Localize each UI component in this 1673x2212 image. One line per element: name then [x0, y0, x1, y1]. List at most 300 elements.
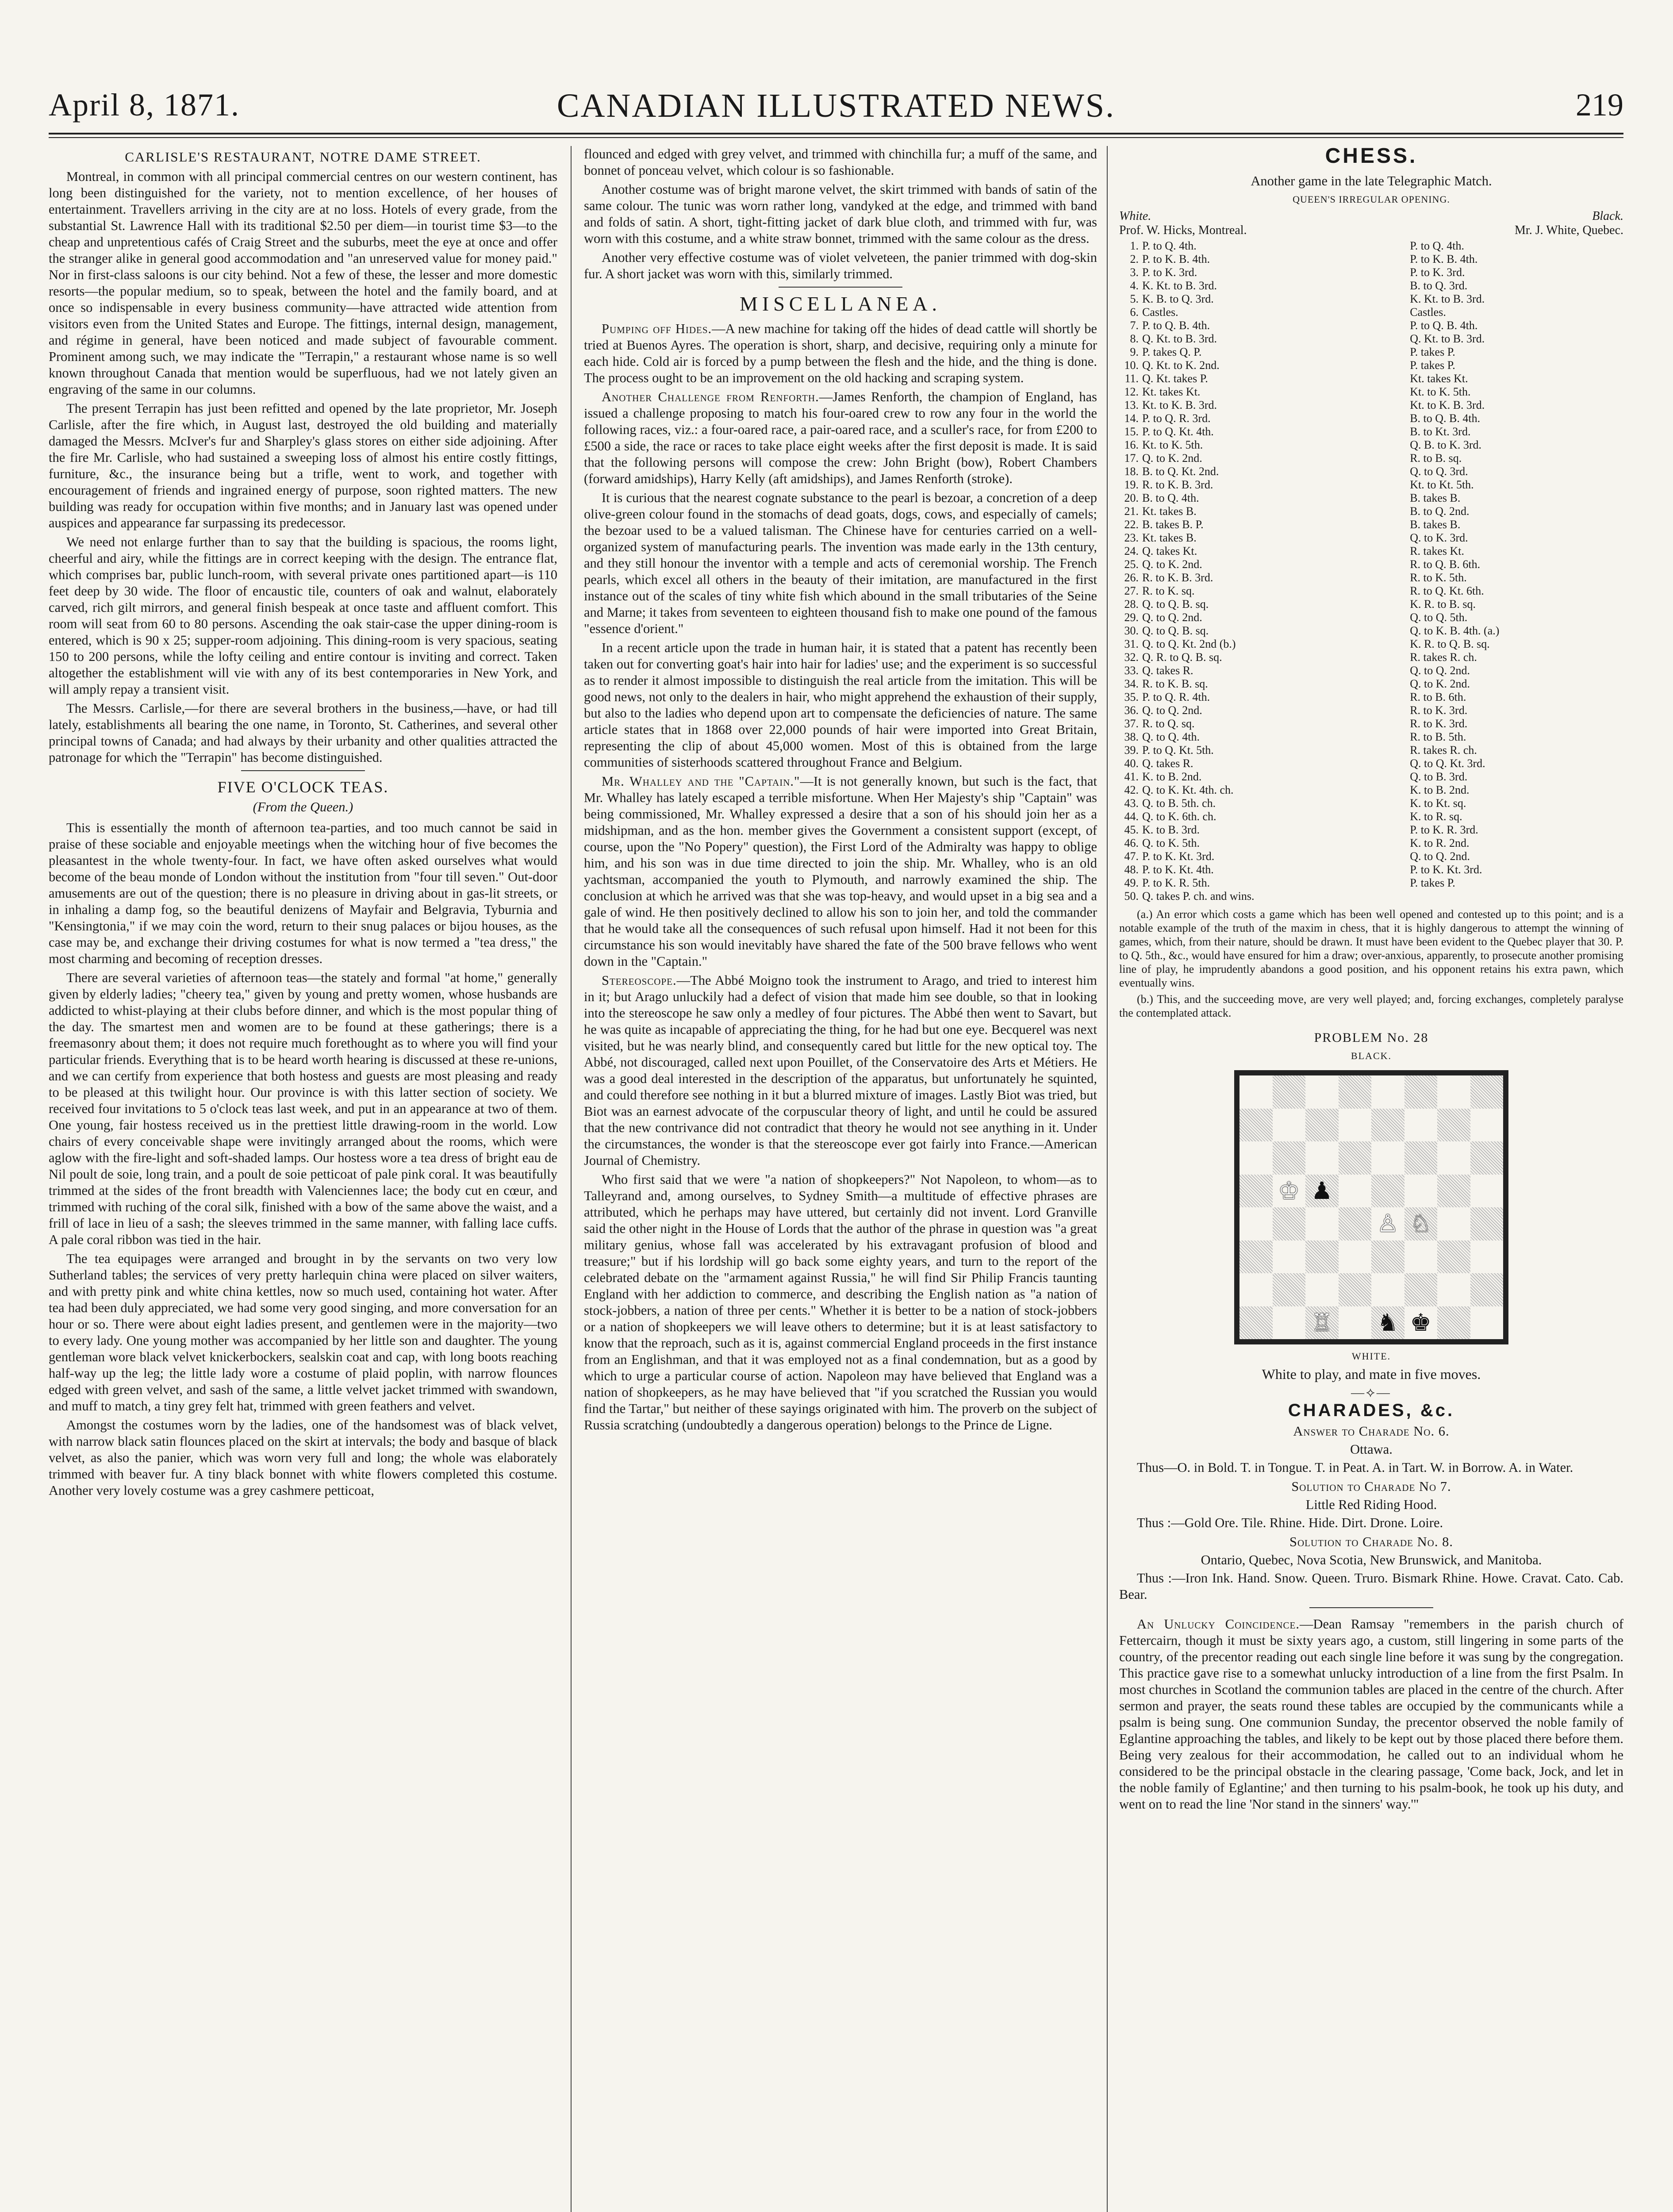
move-number: 39. [1124, 744, 1139, 757]
move-number: 30. [1124, 624, 1139, 637]
move-number: 35. [1124, 691, 1139, 703]
black-move: K. R. to Q. B. sq. [1410, 637, 1490, 650]
chess-move-row [1119, 531, 1623, 545]
white-move: Q. to K. Kt. 4th. ch. [1142, 783, 1234, 796]
board-square [1404, 1141, 1438, 1175]
white-move: R. to K. B. 3rd. [1142, 571, 1213, 584]
black-move: P. to K. Kt. 3rd. [1410, 863, 1482, 876]
white-move: P. takes Q. P. [1142, 346, 1202, 358]
board-square [1239, 1240, 1273, 1274]
black-move: Q. to Q. Kt. 3rd. [1410, 757, 1485, 770]
white-move: P. to K. R. 5th. [1142, 876, 1210, 889]
charade-answer-word: Ottawa. [1350, 1442, 1393, 1457]
misc-item [584, 321, 1097, 386]
masthead-rule-thin [49, 137, 1623, 138]
black-move: R. to K. 3rd. [1410, 704, 1468, 717]
charade-solution-word: Ontario, Quebec, Nova Scotia, New Brunswick, and Manitoba. [1201, 1552, 1542, 1567]
board-square [1404, 1075, 1438, 1109]
black-move: P. to K. B. 4th. [1410, 253, 1478, 265]
item-heading: Stereoscope. [602, 973, 677, 988]
chess-piece-icon: ♟ [1311, 1177, 1333, 1204]
chess-move-row [1119, 292, 1623, 306]
board-square [1371, 1109, 1404, 1142]
move-number: 7. [1130, 319, 1139, 332]
black-move: P. takes P. [1410, 876, 1455, 889]
black-move: Q. to K. 3rd. [1410, 531, 1468, 544]
white-move: Q. to Q. B. sq. [1142, 598, 1209, 611]
black-move: R. takes Kt. [1410, 545, 1464, 557]
board-square [1305, 1141, 1339, 1175]
move-number: 15. [1124, 425, 1139, 438]
move-number: 26. [1124, 571, 1139, 584]
chess-move-row [1119, 691, 1623, 704]
masthead-rule-thick [49, 133, 1623, 134]
white-move: Q. to K. 5th. [1142, 837, 1200, 849]
black-move: Q. B. to K. 3rd. [1410, 438, 1481, 451]
board-square [1339, 1273, 1372, 1306]
move-number: 19. [1124, 478, 1139, 491]
white-move: P. to K. B. 4th. [1142, 253, 1210, 265]
move-number: 9. [1130, 346, 1139, 358]
chess-problem-diagram [1234, 1070, 1508, 1344]
board-square [1239, 1306, 1273, 1340]
black-move: K. to R. 2nd. [1410, 837, 1470, 849]
move-number: 29. [1124, 611, 1139, 624]
white-move: K. to B. 3rd. [1142, 823, 1200, 836]
misc-item [584, 389, 1097, 487]
black-move: Kt. takes Kt. [1410, 372, 1468, 385]
white-move: Kt. takes Kt. [1142, 385, 1201, 398]
problem-black-label: BLACK. [1351, 1050, 1392, 1061]
board-square [1239, 1207, 1273, 1240]
chess-move-row [1119, 518, 1623, 531]
article-paragraph: Who first said that we were "a nation of shopkeepers?" Not Napoleon, to whom—as to Talleyrand and, among ourselves, to Sydney Smith—a multitude of effective phrases are attributed, which he perhaps may have uttered, but certainly did not invent. Lord Granville said the other night in the House of Lords that the author of the phrase in question was "a great military genius, whose fall was accelerated by his extravagant profusion of blood and treasure;" but if his lordship will go back some eighty years, and turn to the report of the celebrated debate on the "armament against Russia," he will find Sir Philip Francis taunting England with her addiction to commerce, and describing the English nation as "a nation of stock-jobbers, a nation of three per cents." Whether it is better to be a nation of stock-jobbers or a nation of shopkeepers we will leave others to determine; but it is at least satisfactory to know that the reproach, such as it is, against commercial England proceeds in the first instance from an Englishman, and that it was employed not as a final condemnation, but as a good by which to urge a particular course of action. Napoleon may have believed that England was a nation of shopkeepers, as he may have believed that "if you scratched the Russian you would find the Tartar," but neither of these sayings originated with him. The proverb on the subject of Russia scratching (undoubtedly a dangerous operation) belongs to the Prince de Ligne. [584, 1172, 1097, 1432]
move-number: 16. [1124, 438, 1139, 451]
board-square [1339, 1141, 1372, 1175]
black-move: B. to Kt. 3rd. [1410, 425, 1471, 438]
chess-move-row [1119, 677, 1623, 691]
chess-move-row [1119, 876, 1623, 890]
article-paragraph: Another costume was of bright marone velvet, the skirt trimmed with bands of satin of the same colour. The tunic was worn rather long, vandyked at the edge, and trimmed with band and folds of satin. A short, tight-fitting jacket of dark blue cloth, and trimmed with fur, was worn with this costume, and a white straw bonnet, trimmed with the same colour as the dress. [584, 182, 1097, 246]
white-move: P. to Q. B. 4th. [1142, 319, 1210, 332]
move-number: 8. [1130, 332, 1139, 345]
white-move: Q. Kt. to B. 3rd. [1142, 332, 1217, 345]
move-number: 31. [1124, 637, 1139, 650]
chess-move-row [1119, 598, 1623, 611]
chess-moves-table [1119, 239, 1623, 903]
chess-move-row [1119, 624, 1623, 637]
board-square [1404, 1207, 1438, 1240]
white-move: Q. takes P. ch. and wins. [1142, 890, 1255, 902]
move-number: 45. [1124, 823, 1139, 836]
move-number: 23. [1124, 531, 1139, 544]
white-move: P. to Q. Kt. 4th. [1142, 425, 1214, 438]
white-move: Q. Kt. to K. 2nd. [1142, 359, 1220, 372]
chess-move-row [1119, 730, 1623, 744]
article-paragraph: flounced and edged with grey velvet, and trimmed with chinchilla fur; a muff of the same, and bonnet of ponceau velvet, which colour is so fashionable. [584, 146, 1097, 178]
item-heading: Another Challenge from Renforth. [602, 389, 819, 404]
article-paragraph: Another very effective costume was of violet velveteen, the panier trimmed with dog-skin fur. A short jacket was worn with this, similarly trimmed. [584, 250, 1097, 281]
white-move: Q. to Q. 2nd. [1142, 704, 1202, 717]
board-square [1239, 1175, 1273, 1208]
white-move: Kt. takes B. [1142, 505, 1197, 518]
move-number: 48. [1124, 863, 1139, 876]
misc-item [1119, 1616, 1623, 1813]
board-square [1404, 1306, 1438, 1340]
chess-move-row [1119, 584, 1623, 598]
white-move: Q. to Q. 4th. [1142, 730, 1200, 743]
chess-move-row [1119, 359, 1623, 372]
black-move: P. takes P. [1410, 359, 1455, 372]
chess-move-row [1119, 253, 1623, 266]
board-square [1437, 1306, 1470, 1340]
board-square [1470, 1109, 1504, 1142]
charade-solution-text: Thus :—Gold Ore. Tile. Rhine. Hide. Dirt. Drone. Loire. [1137, 1515, 1443, 1530]
misc-item [584, 972, 1097, 1169]
board-square [1470, 1141, 1504, 1175]
chess-move-row [1119, 438, 1623, 452]
move-number: 34. [1124, 677, 1139, 690]
board-square [1470, 1075, 1504, 1109]
board-square [1371, 1075, 1404, 1109]
white-move: Q. to K. 2nd. [1142, 558, 1202, 571]
chess-move-row [1119, 425, 1623, 438]
move-number: 13. [1124, 399, 1139, 411]
board-square [1273, 1175, 1306, 1208]
chess-move-row [1119, 266, 1623, 279]
move-number: 6. [1130, 306, 1139, 319]
board-square [1437, 1273, 1470, 1306]
board-square [1239, 1109, 1273, 1142]
board-square [1273, 1273, 1306, 1306]
item-text: —James Renforth, the champion of England, has issued a challenge proposing to match his four-oared crew to row any four in the world the following races, viz.: a four-oared race, a pair-oared race, and a sculler's race, for from £200 to £500 a side, the race or races to take place eight weeks after the first deposit is made. It is said that the following persons will compose the crew: John Bright (bow), Robert Chambers (forward amidships), Harry Kelly (aft amidships), and James Renforth (stroke). [584, 389, 1097, 486]
white-move: Q. to K. 6th. ch. [1142, 810, 1216, 823]
chess-note-a: (a.) An error which costs a game which has been well opened and contested up to this point; and is a notable example of the truth of the maxim in chess, that it is highly dangerous to attempt the winning of games, which, from their nature, should be drawn. It must have been evident to the Quebec player that 30. P. to Q. 5th., &c., would have ensured for him a draw; over-anxious, apparently, to prosecute another promising line of play, he imprudently abandons a good position, and his opponent retains his extra pawn, which eventually wins. [1119, 908, 1623, 989]
chess-move-row [1119, 810, 1623, 823]
board-square [1437, 1141, 1470, 1175]
article-paragraph: Amongst the costumes worn by the ladies, one of the handsomest was of black velvet, with narrow black satin flounces placed on the skirt at intervals; the body and basque of black velvet, as also the panier, which was worn very full and long; the whole was elaborately trimmed with beaver fur. A tiny black bonnet with white flowers completed this costume. Another very lovely costume was a grey cashmere petticoat, [49, 1417, 557, 1498]
chess-move-row [1119, 637, 1623, 651]
black-move: K. to Kt. sq. [1410, 797, 1466, 810]
chess-move-row [1119, 319, 1623, 332]
white-move: Q. to Q. 2nd. [1142, 611, 1202, 624]
black-move: P. takes P. [1410, 346, 1455, 358]
carlisle-heading: CARLISLE'S RESTAURANT, NOTRE DAME STREET. [125, 149, 481, 165]
board-square [1470, 1175, 1504, 1208]
black-move: B. takes B. [1410, 518, 1461, 531]
chess-move-row [1119, 611, 1623, 624]
board-square [1339, 1207, 1372, 1240]
problem-caption: White to play, and mate in five moves. [1262, 1366, 1481, 1382]
board-square [1305, 1240, 1339, 1274]
item-heading: Mr. Whalley and the "Captain." [602, 774, 800, 789]
black-move: Kt. to K. B. 3rd. [1410, 399, 1485, 411]
chess-board [1234, 1070, 1508, 1344]
move-number: 41. [1124, 770, 1139, 783]
board-square [1273, 1109, 1306, 1142]
black-move: Q. to Q. 5th. [1410, 611, 1468, 624]
chess-move-row [1119, 651, 1623, 664]
white-move: P. to K. Kt. 4th. [1142, 863, 1214, 876]
move-number: 28. [1124, 598, 1139, 611]
board-square [1339, 1109, 1372, 1142]
move-number: 36. [1124, 704, 1139, 717]
move-number: 43. [1124, 797, 1139, 810]
article-paragraph: Montreal, in common with all principal commercial centres on our western continent, has long been distinguished for the variety, not to mention excellence, of her houses of entertainment. Travellers arriving in the city are at no loss. Hotels of every grade, from the substantial St. Lawrence Hall with its traditional $2.50 per diem—in tourist time $3—to the cheap and unpretentious cafés of Craig Street and the suburbs, meet the eye at once and offer the stranger alike in general good accommodation and "an unreserved value for money paid." Nor in first-class saloons is our city behind. Not a few of these, the lesser and more domestic resorts—the popular medium, so to speak, between the hotel and the family board, and at once so indispensable in every business community—have attracted wide attention from visitors even from the United States and Europe. The fittings, internal design, management, and régime in general, have been noticed and made subject of favourable comment. Prominent among such, we may indicate the "Terrapin," a restaurant whose name is so well known throughout Canada that mention would be superfluous, had we not lately given an engraving of the same in our columns. [49, 169, 557, 397]
white-move: Q. to K. 2nd. [1142, 452, 1202, 465]
move-number: 5. [1130, 292, 1139, 305]
chess-move-row [1119, 717, 1623, 730]
white-move: Kt. to K. 5th. [1142, 438, 1203, 451]
chess-piece-icon: ♖ [1311, 1309, 1333, 1336]
chess-piece-icon: ♙ [1377, 1210, 1399, 1237]
chess-heading: CHESS. [1325, 146, 1418, 168]
black-move: Q. to K. B. 4th. (a.) [1410, 624, 1500, 637]
charade-solution-heading: Solution to Charade No. 8. [1289, 1534, 1453, 1549]
white-move: Q. takes Kt. [1142, 545, 1197, 557]
chess-move-row [1119, 306, 1623, 319]
chess-move-row [1119, 399, 1623, 412]
board-square [1305, 1306, 1339, 1340]
chess-intro: Another game in the late Telegraphic Match. [1251, 173, 1492, 188]
black-player: Mr. J. White, Quebec. [1515, 223, 1623, 237]
chess-move-row [1119, 545, 1623, 558]
chess-move-row [1119, 770, 1623, 783]
charade-solution-word: Little Red Riding Hood. [1305, 1497, 1437, 1512]
board-square [1437, 1175, 1470, 1208]
board-square [1239, 1141, 1273, 1175]
section-separator [779, 287, 902, 291]
black-move: R. to B. sq. [1410, 452, 1462, 465]
board-square [1371, 1141, 1404, 1175]
black-move: K. Kt. to B. 3rd. [1410, 292, 1485, 305]
board-square [1305, 1273, 1339, 1306]
chess-move-row [1119, 465, 1623, 478]
board-square [1404, 1109, 1438, 1142]
black-move: Kt. to Kt. 5th. [1410, 478, 1474, 491]
chess-move-row [1119, 823, 1623, 837]
white-move: P. to K. 3rd. [1142, 266, 1197, 279]
white-move: P. to Q. R. 3rd. [1142, 412, 1211, 425]
black-move: Castles. [1410, 306, 1446, 319]
white-move: R. to Q. sq. [1142, 717, 1195, 730]
charade-answer-text: Thus—O. in Bold. T. in Tongue. T. in Peat. A. in Tart. W. in Borrow. A. in Water. [1137, 1460, 1573, 1475]
board-square [1470, 1306, 1504, 1340]
move-number: 20. [1124, 492, 1139, 504]
white-move: K. to B. 2nd. [1142, 770, 1202, 783]
black-move [1410, 890, 1623, 903]
board-square [1273, 1240, 1306, 1274]
black-label: Black. [1592, 209, 1623, 223]
chess-move-row [1119, 372, 1623, 385]
article-paragraph: In a recent article upon the trade in human hair, it is stated that a patent has recently been taken out for converting goat's hair into hair for ladies' use; and the experiment is so successful as to render it almost impossible to distinguish the real article from the imitation. This will be good news, not only to the dealers in hair, who might apprehend the exhaustion of their supply, but also to the ladies who depend upon art to compensate the deficiencies of nature. The same article states that in 1868 over 22,000 pounds of hair were imported into Great Britain, representing the clip of about 45,000 women. Most of this is obtained from the large communities of sisterhoods scattered throughout France and Belgium. [584, 640, 1097, 770]
board-square [1470, 1273, 1504, 1306]
white-move: P. to K. Kt. 3rd. [1142, 850, 1215, 863]
black-move: P. to Q. B. 4th. [1410, 319, 1478, 332]
chess-move-row [1119, 704, 1623, 717]
black-move: Q. Kt. to B. 3rd. [1410, 332, 1485, 345]
masthead [49, 87, 1623, 135]
board-square [1371, 1240, 1404, 1274]
white-move: Q. to Q. B. sq. [1142, 624, 1209, 637]
white-move: Kt. takes B. [1142, 531, 1197, 544]
black-move: R. to B. 6th. [1410, 691, 1466, 703]
board-square [1273, 1207, 1306, 1240]
white-move: Q. takes R. [1142, 664, 1193, 677]
charade-answer-heading: Answer to Charade No. 6. [1293, 1424, 1450, 1439]
move-number: 33. [1124, 664, 1139, 677]
white-move: Kt. to K. B. 3rd. [1142, 399, 1217, 411]
black-move: Q. to K. 2nd. [1410, 677, 1470, 690]
problem-white-label: WHITE. [1351, 1351, 1391, 1362]
chess-move-row [1119, 558, 1623, 571]
black-move: K. to B. 2nd. [1410, 783, 1470, 796]
white-move: Q. to B. 5th. ch. [1142, 797, 1216, 810]
black-move: R. to K. 3rd. [1410, 717, 1468, 730]
white-move: B. takes B. P. [1142, 518, 1204, 531]
article-paragraph: The Messrs. Carlisle,—for there are several brothers in the business,—have, or had till lately, establishments all bearing the one name, in Toronto, St. Catherines, and several other principal towns of Canada; and had always by their urbanity and other qualities attracted the patronage for which the "Terrapin" has become distinguished. [49, 701, 557, 765]
move-number: 1. [1130, 239, 1139, 252]
move-number: 49. [1124, 876, 1139, 889]
board-square [1239, 1273, 1273, 1306]
column-divider [571, 146, 572, 2212]
chess-opening: QUEEN'S IRREGULAR OPENING. [1293, 194, 1450, 205]
chess-move-row [1119, 744, 1623, 757]
chess-move-row [1119, 757, 1623, 770]
chess-piece-icon: ♞ [1377, 1309, 1399, 1336]
white-move: R. to K. sq. [1142, 584, 1195, 597]
item-text: —Dean Ramsay "remembers in the parish church of Fettercairn, though it must be sixty years ago, a custom, still lingering in some parts of the country, of the precentor reading out each single line before it was sung by the congregation. This practice gave rise to a somewhat unlucky introduction of a line from the first Psalm. In most churches in Scotland the communion tables are placed in the centre of the church. After sermon and prayer, the seats round these tables are occupied by the communicants while a psalm is being sung. One communion Sunday, the precentor observed the noble family of Eglantine approaching the tables, and likely to be kept out by those placed there before them. Being very zealous for their accommodation, he called out to an individual whom he considered to be the principal obstacle in the clearing passage, 'Come back, Jock, and let in the noble family of Eglantine;' and then turning to his psalm-book, he took up his duty, and went on to read the line 'Nor stand in the sinners' way.'" [1119, 1617, 1623, 1812]
board-square [1437, 1075, 1470, 1109]
black-move: R. takes R. ch. [1410, 651, 1477, 664]
move-number: 25. [1124, 558, 1139, 571]
section-separator [241, 770, 365, 775]
move-number: 2. [1130, 253, 1139, 265]
board-square [1339, 1306, 1372, 1340]
move-number: 32. [1124, 651, 1139, 664]
board-square [1404, 1175, 1438, 1208]
article-paragraph: This is essentially the month of afternoon tea-parties, and too much cannot be said in praise of these sociable and enjoyable meetings when the witching hour of five becomes the pleasantest in the whole twenty-four. In fact, we have often asked ourselves what would become of the beau monde of London without the institution from "four till seven." Out-door amusements are out of the question; there is no pleasure in driving about in gas-lit streets, or in inhaling a damp fog, so the beautiful denizens of Mayfair and Belgravia, Tyburnia and "Kensingtonia," if we may coin the word, return to their snug palaces or bijou houses, as the case may be, and exchange their driving costumes for what is now termed a "tea dress," the most charming and becoming of reception dresses. [49, 820, 557, 966]
misc-item [584, 773, 1097, 970]
item-heading: Pumping off Hides. [602, 321, 712, 336]
move-number: 50. [1124, 890, 1139, 902]
miscellanea-heading: MISCELLANEA. [739, 292, 942, 315]
black-move: Kt. to K. 5th. [1410, 385, 1471, 398]
board-square [1305, 1075, 1339, 1109]
board-square [1371, 1175, 1404, 1208]
white-move: P. to Q. 4th. [1142, 239, 1197, 252]
article-paragraph: There are several varieties of afternoon teas—the stately and formal "at home," generally given by elderly ladies; "cheery tea," given by young and pretty women, whose husbands are addicted to whist-playing at their clubs before dinner, and which is the most popular thing of the day. The smartest men and women are to be found at these gatherings; there is a freemasonry about them; it does not require much forethought as to where you will find your particular friends. Everything that is to be heard worth hearing is discussed at these re-unions, and we can certify from experience that both hostess and guests are most pleasing and ready to be pleased at this twilight hour. Our province is with this latter section of society. We received four invitations to 5 o'clock teas last week, and put in an appearance at two of them. One young, fair hostess received us in the prettiest little drawing-room in the world. Low chairs of every conceivable shape were invitingly arranged about the rooms, which were aglow with the fire-light and soft-shaded lamps. Our hostess wore a tea dress of bright eau de Nil poult de soie, long train, and a poult de soie petticoat of pale pink coral. It was beautifully trimmed at the sides of the front breadth with Valenciennes lace; the body cut en cœur, and trimmed with ruching of the coral silk, finished with a bow of the same above the waist, and a frill of lace in lieu of a sash; the sleeves trimmed in the same manner, with falling lace cuffs. A pale coral ribbon was tied in the hair. [49, 970, 557, 1247]
black-move: Q. to Q. 2nd. [1410, 850, 1470, 863]
move-number: 14. [1124, 412, 1139, 425]
move-number: 24. [1124, 545, 1139, 557]
board-square [1404, 1273, 1438, 1306]
white-move: Q. to Q. Kt. 2nd (b.) [1142, 637, 1236, 650]
column-middle [584, 146, 1097, 2212]
chess-move-row [1119, 571, 1623, 584]
move-number: 12. [1124, 385, 1139, 398]
move-number: 44. [1124, 810, 1139, 823]
article-paragraph: It is curious that the nearest cognate substance to the pearl is bezoar, a concretion of a deep olive-green colour found in the stomachs of dead goats, dogs, cows, and especially of camels; the bezoar used to be a valued talisman. The Chinese have for centuries carried on a well-organized system of manufacturing pearls. The invention was made early in the 13th century, and they still honour the inventor with a temple and acts of ceremonial worship. The French pearls, which excel all others in the beauty of their imitation, are manufactured in the first instance out of the scales of tiny white fish which abound in the small tributaries of the Seine and Marne; it takes from seventeen to eighteen thousand fish to make one pound of the famous "essence d'orient." [584, 490, 1097, 636]
article-paragraph: The tea equipages were arranged and brought in by the servants on two very low Sutherland tables; the services of very pretty harlequin china were placed on silver waiters, and with pretty pink and white china kettles, now so much used, containing hot water. After tea had been duly appreciated, we had some very good singing, and more conversation for an hour or so. There were about eight ladies present, and gentlemen were in the majority—two to every lady. One young mother was accompanied by her little son and daughter. The young gentleman wore black velvet knickerbockers, sealskin coat and cap, with long boots reaching half-way up the leg; the little lady wore a costume of plaid poplin, with narrow flounces edged with green velvet, and sash of the same, a little velvet jacket trimmed with swandown, and muff to match, a tiny grey felt hat, trimmed with green feathers and velvet. [49, 1251, 557, 1413]
black-move: B. takes B. [1410, 492, 1461, 504]
white-player: Prof. W. Hicks, Montreal. [1119, 223, 1247, 237]
newspaper-title: CANADIAN ILLUSTRATED NEWS. [556, 87, 1116, 124]
board-square [1371, 1207, 1404, 1240]
board-square [1273, 1141, 1306, 1175]
board-square [1371, 1306, 1404, 1340]
teas-source: (From the Queen.) [253, 799, 353, 814]
board-square [1437, 1240, 1470, 1274]
board-square [1273, 1306, 1306, 1340]
black-move: Q. to Q. 2nd. [1410, 664, 1470, 677]
black-move: K. R. to B. sq. [1410, 598, 1476, 611]
chess-move-row [1119, 332, 1623, 346]
chess-move-row [1119, 279, 1623, 292]
chess-move-row [1119, 505, 1623, 518]
board-square [1339, 1075, 1372, 1109]
issue-date: April 8, 1871. [49, 87, 240, 123]
move-number: 42. [1124, 783, 1139, 796]
white-move: B. to Q. Kt. 2nd. [1142, 465, 1219, 478]
board-square [1404, 1240, 1438, 1274]
charade-solution-heading: Solution to Charade No 7. [1291, 1479, 1451, 1494]
chess-piece-icon: ♘ [1410, 1210, 1431, 1237]
black-move: B. to Q. B. 4th. [1410, 412, 1481, 425]
black-move: R. to Q. B. 6th. [1410, 558, 1481, 571]
problem-title: PROBLEM No. 28 [1314, 1030, 1429, 1045]
page-number: 219 [1576, 87, 1623, 123]
chess-move-row [1119, 664, 1623, 677]
item-text: —The Abbé Moigno took the instrument to Arago, and tried to interest him in it; but Arago unluckily had a defect of vision that made him see double, so that in looking into the stereoscope he saw only a medley of four pictures. The Abbé then went to Savart, but he was quite as incapable of appreciating the thing, for he had but one eye. Becquerel was next visited, but he was nearly blind, and consequently cared but little for the new optical toy. The Abbé, not discouraged, called next upon Pouillet, of the Conservatoire des Arts et Métiers. He was a good deal interested in the description of the apparatus, but unfortunately he squinted, and could therefore see nothing in it but a blurred mixture of images. Lastly Biot was tried, but Biot was an earnest advocate of the corpuscular theory of light, and until he could be assured that the new contrivance did not contradict that theory he would not see anything in it. Under the circumstances, the wonder is that the stereoscope ever got fairly into France.—American Journal of Chemistry. [584, 973, 1097, 1168]
white-move: Q. R. to Q. B. sq. [1142, 651, 1222, 664]
move-number: 46. [1124, 837, 1139, 849]
move-number: 40. [1124, 757, 1139, 770]
white-label: White. [1119, 209, 1151, 223]
board-square [1437, 1109, 1470, 1142]
column-left [49, 146, 557, 2212]
teas-heading: FIVE O'CLOCK TEAS. [217, 778, 389, 796]
chess-piece-icon: ♚ [1410, 1309, 1431, 1336]
board-square [1305, 1207, 1339, 1240]
chess-move-row [1119, 850, 1623, 863]
move-number: 18. [1124, 465, 1139, 478]
move-number: 21. [1124, 505, 1139, 518]
black-move: R. takes R. ch. [1410, 744, 1477, 757]
black-move: B. to Q. 2nd. [1410, 505, 1470, 518]
black-move: Q. to Q. 3rd. [1410, 465, 1468, 478]
chess-note-b: (b.) This, and the succeeding move, are very well played; and, forcing exchanges, completely paralyse the contemplated attack. [1119, 993, 1623, 1019]
board-square [1371, 1273, 1404, 1306]
board-square [1470, 1240, 1504, 1274]
ornamental-divider: —⟡— [1351, 1385, 1392, 1400]
charade-solution-text: Thus :—Iron Ink. Hand. Snow. Queen. Truro. Bismark Rhine. Howe. Cravat. Cato. Cab. Bear. [1119, 1571, 1623, 1602]
board-square [1273, 1075, 1306, 1109]
move-number: 47. [1124, 850, 1139, 863]
chess-move-row [1119, 478, 1623, 492]
item-text: —It is not generally known, but such is the fact, that Mr. Whalley has lately escaped a terrible misfortune. When Her Majesty's ship "Captain" was being commissioned, Mr. Whalley expressed a desire that a son of his should join her as a midshipman, and as the hon. member gives the Government a consistent support (except, of course, upon the "No Popery" question), the First Lord of the Admiralty was happy to oblige him, and his son was in due time directed to join the ship. Mr. Whalley, who is an old yachtsman, accompanied the youth to Plymouth, and narrowly examined the ship. The conclusion at which he arrived was that she was top-heavy, and would upset in a big sea and a gale of wind. He then positively declined to allow his son to join her, and told the commander that he would take all the consequences of such refusal upon himself. Had it not been for this circumstance his son would inevitably have shared the fate of the 500 brave fellows who went down in the "Captain." [584, 774, 1097, 969]
white-move: B. to Q. 4th. [1142, 492, 1199, 504]
board-square [1339, 1240, 1372, 1274]
item-heading: An Unlucky Coincidence. [1137, 1617, 1300, 1632]
chess-move-row [1119, 412, 1623, 425]
chess-move-row [1119, 797, 1623, 810]
white-move: R. to K. B. sq. [1142, 677, 1208, 690]
chess-move-row [1119, 452, 1623, 465]
move-number: 11. [1124, 372, 1139, 385]
board-square [1305, 1109, 1339, 1142]
board-square [1339, 1175, 1372, 1208]
